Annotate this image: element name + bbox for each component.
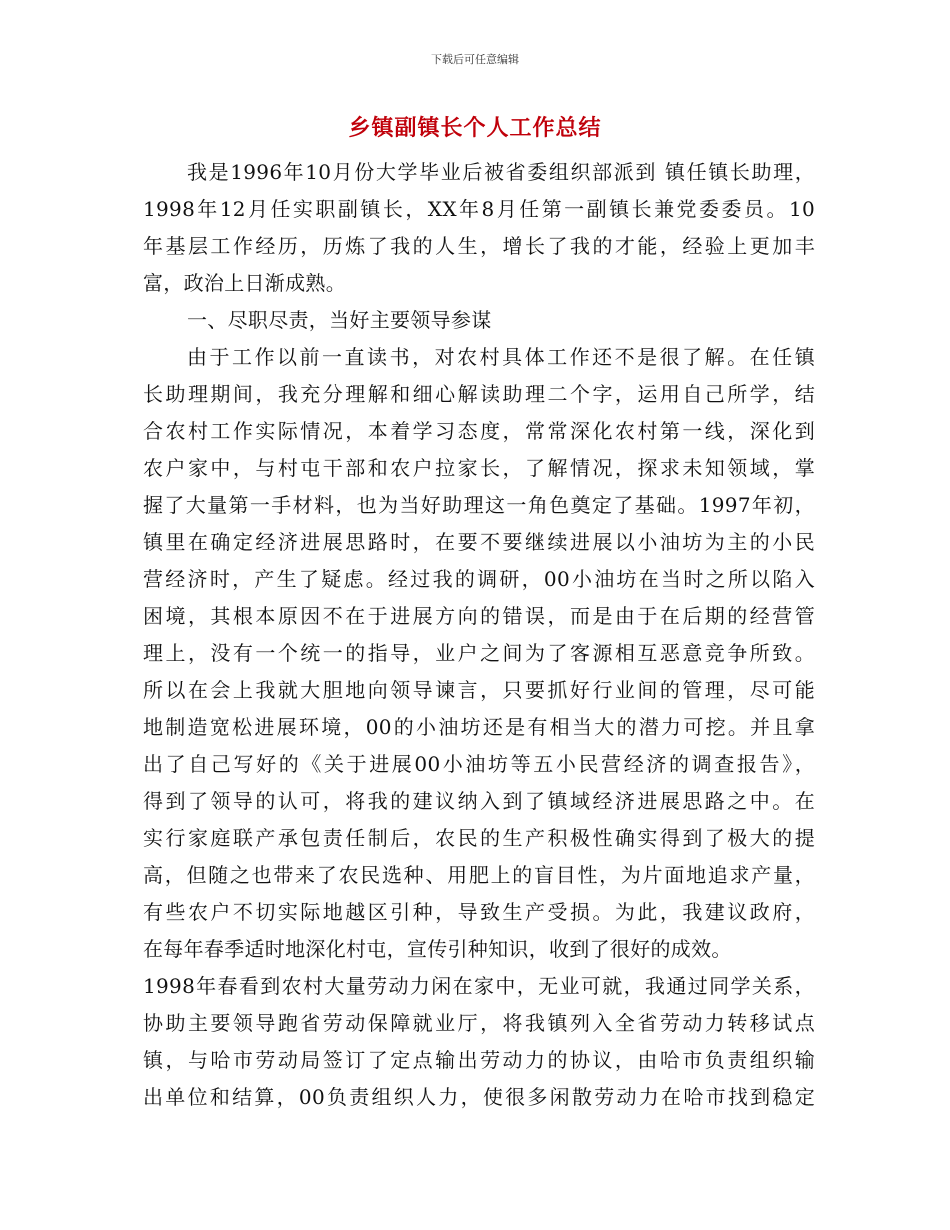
body-line: 实行家庭联产承包责任制后，农民的生产积极性确实得到了极大的提 xyxy=(143,826,815,850)
page-header-note: 下载后可任意编辑 xyxy=(431,53,519,66)
body-line: 协助主要领导跑省劳动保障就业厅，将我镇列入全省劳动力转移试点 xyxy=(143,1011,815,1035)
body-line: 得到了领导的认可，将我的建议纳入到了镇域经济进展思路之中。在 xyxy=(143,789,815,813)
body-line: 我是1996年10月份大学毕业后被省委组织部派到 镇任镇长助理， xyxy=(187,160,815,184)
document-body xyxy=(143,154,815,1116)
body-line: 所以在会上我就大胆地向领导谏言，只要抓好行业间的管理，尽可能 xyxy=(143,678,815,702)
body-line: 农户家中，与村屯干部和农户拉家长，了解情况，探求未知领域，掌 xyxy=(143,456,815,480)
body-line: 镇，与哈市劳动局签订了定点输出劳动力的协议，由哈市负责组织输 xyxy=(143,1048,815,1072)
body-line: 困境，其根本原因不在于进展方向的错误，而是由于在后期的经营管 xyxy=(143,604,815,628)
body-line: 出单位和结算，00负责组织人力，使很多闲散劳动力在哈市找到稳定 xyxy=(143,1085,815,1109)
body-line: 镇里在确定经济进展思路时，在要不要继续进展以小油坊为主的小民 xyxy=(143,530,815,554)
body-line: 营经济时，产生了疑虑。经过我的调研，00小油坊在当时之所以陷入 xyxy=(143,567,815,591)
body-line: 在每年春季适时地深化村屯，宣传引种知识，收到了很好的成效。 xyxy=(143,937,732,961)
body-line: 有些农户不切实际地越区引种，导致生产受损。为此，我建议政府， xyxy=(143,900,815,924)
body-line: 出了自己写好的《关于进展00小油坊等五小民营经济的调查报告》， xyxy=(143,752,815,776)
body-line: 握了大量第一手材料，也为当好助理这一角色奠定了基础。1997年初， xyxy=(143,493,815,517)
body-line: 高，但随之也带来了农民选种、用肥上的盲目性，为片面地追求产量， xyxy=(143,863,815,887)
body-line: 1998年12月任实职副镇长，XX年8月任第一副镇长兼党委委员。10 xyxy=(143,197,815,221)
body-line: 地制造宽松进展环境，00的小油坊还是有相当大的潜力可挖。并且拿 xyxy=(143,715,815,739)
body-line: 由于工作以前一直读书，对农村具体工作还不是很了解。在任镇 xyxy=(187,345,815,369)
body-line: 合农村工作实际情况，本着学习态度，常常深化农村第一线，深化到 xyxy=(143,419,815,443)
section-heading: 一、尽职尽责，当好主要领导参谋 xyxy=(187,308,492,332)
body-line: 理上，没有一个统一的指导，业户之间为了客源相互恶意竞争所致。 xyxy=(143,641,815,665)
body-line: 1998年春看到农村大量劳动力闲在家中，无业可就，我通过同学关系， xyxy=(143,974,815,998)
body-line: 年基层工作经历，历炼了我的人生，增长了我的才能，经验上更加丰 xyxy=(143,234,815,258)
body-line: 长助理期间，我充分理解和细心解读助理二个字，运用自己所学，结 xyxy=(143,382,815,406)
body-line: 富，政治上日渐成熟。 xyxy=(143,271,346,295)
document-title: 乡镇副镇长个人工作总结 xyxy=(348,116,602,141)
